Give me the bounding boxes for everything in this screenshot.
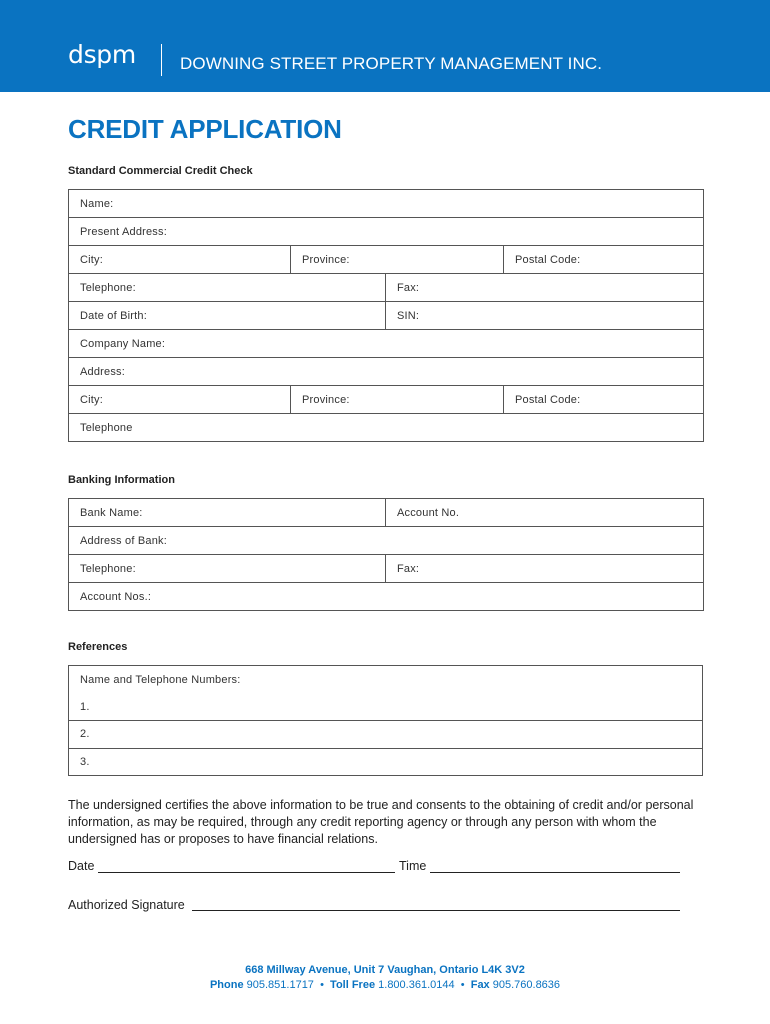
- reference-2-label: 2.: [80, 728, 90, 741]
- reference-3-field[interactable]: [69, 748, 703, 776]
- header-divider: [161, 44, 162, 76]
- address-of-bank-field[interactable]: [69, 527, 704, 555]
- telephone-field[interactable]: [69, 274, 386, 302]
- footer-toll-free-label: Toll Free: [330, 979, 376, 991]
- date-input-line[interactable]: [98, 872, 395, 873]
- bank-name-label: Bank Name:: [80, 506, 143, 519]
- address-of-bank-label: Address of Bank:: [80, 534, 167, 547]
- footer-address: [0, 965, 770, 976]
- banking-form: [68, 498, 704, 611]
- footer-toll-free: 1.800.361.0144: [378, 979, 455, 991]
- references-intro: Name and Telephone Numbers:: [69, 666, 703, 694]
- address-field[interactable]: [69, 358, 704, 386]
- references-form: [68, 665, 703, 776]
- references-heading: References: [68, 641, 128, 653]
- company-city-field[interactable]: [69, 386, 291, 414]
- city-field[interactable]: [69, 246, 291, 274]
- address-label: Address:: [80, 365, 126, 378]
- fax-field[interactable]: [386, 274, 704, 302]
- company-name-field[interactable]: [69, 330, 704, 358]
- date-of-birth-label: Date of Birth:: [80, 309, 147, 322]
- credit-check-heading: Standard Commercial Credit Check: [68, 165, 253, 177]
- footer-contacts: [0, 980, 770, 991]
- time-label: Time: [399, 859, 427, 873]
- signature-label: Authorized Signature: [68, 898, 185, 912]
- name-field[interactable]: [69, 190, 704, 218]
- company-city-label: City:: [80, 393, 103, 406]
- bank-telephone-label: Telephone:: [80, 562, 136, 575]
- footer-separator: •: [460, 979, 465, 991]
- city-label: City:: [80, 253, 103, 266]
- fax-label: Fax:: [397, 281, 420, 294]
- reference-3-label: 3.: [80, 755, 90, 768]
- present-address-field[interactable]: [69, 218, 704, 246]
- company-name-label: Company Name:: [80, 337, 166, 350]
- banking-heading: Banking Information: [68, 474, 175, 486]
- bank-fax-field[interactable]: [386, 555, 704, 583]
- reference-2-field[interactable]: [69, 721, 703, 749]
- reference-1-label: 1.: [80, 700, 90, 713]
- footer-phone: 905.851.1717: [246, 979, 314, 991]
- company-postal-code-label: Postal Code:: [515, 393, 581, 406]
- page-title: CREDIT APPLICATION: [68, 114, 342, 144]
- time-input-line[interactable]: [430, 872, 680, 873]
- account-no-label: Account No.: [397, 506, 460, 519]
- footer-phone-label: Phone: [209, 979, 244, 991]
- bank-name-field[interactable]: [69, 499, 386, 527]
- credit-check-form: [68, 189, 704, 442]
- company-logo: dspm: [68, 40, 136, 69]
- reference-1-field[interactable]: [69, 694, 703, 721]
- province-field[interactable]: [291, 246, 504, 274]
- company-telephone-field[interactable]: [69, 414, 704, 442]
- bank-fax-label: Fax:: [397, 562, 420, 575]
- footer-fax: 905.760.8636: [492, 979, 561, 991]
- company-postal-code-field[interactable]: [504, 386, 704, 414]
- company-province-field[interactable]: [291, 386, 504, 414]
- signature-input-line[interactable]: [192, 910, 680, 911]
- account-nos-label: Account Nos.:: [80, 590, 152, 603]
- date-of-birth-field[interactable]: [69, 302, 386, 330]
- account-no-field[interactable]: [386, 499, 704, 527]
- company-name: DOWNING STREET PROPERTY MANAGEMENT INC.: [180, 54, 603, 73]
- date-label: Date: [68, 859, 95, 873]
- present-address-label: Present Address:: [80, 225, 167, 238]
- name-label: Name:: [80, 197, 114, 210]
- telephone-label: Telephone:: [80, 281, 136, 294]
- province-label: Province:: [302, 253, 350, 266]
- certification-text: The undersigned certifies the above information to be true and consents to the obtaining of credit and/or personal information, as may be required, through any credit reporting agency or through any person with whom the undersigned has or proposes to have financial relations.: [68, 798, 694, 846]
- sin-field[interactable]: [386, 302, 704, 330]
- postal-code-field[interactable]: [504, 246, 704, 274]
- account-nos-field[interactable]: [69, 583, 704, 611]
- footer-separator: •: [320, 979, 324, 991]
- footer-address-text: 668 Millway Avenue, Unit 7 Vaughan, Ontario L4K 3V2: [245, 964, 525, 976]
- postal-code-label: Postal Code:: [515, 253, 581, 266]
- sin-label: SIN:: [397, 309, 420, 322]
- bank-telephone-field[interactable]: [69, 555, 386, 583]
- company-province-label: Province:: [302, 393, 350, 406]
- company-telephone-label: Telephone: [80, 421, 133, 434]
- header-banner: [0, 0, 770, 92]
- footer-fax-label: Fax: [470, 979, 490, 991]
